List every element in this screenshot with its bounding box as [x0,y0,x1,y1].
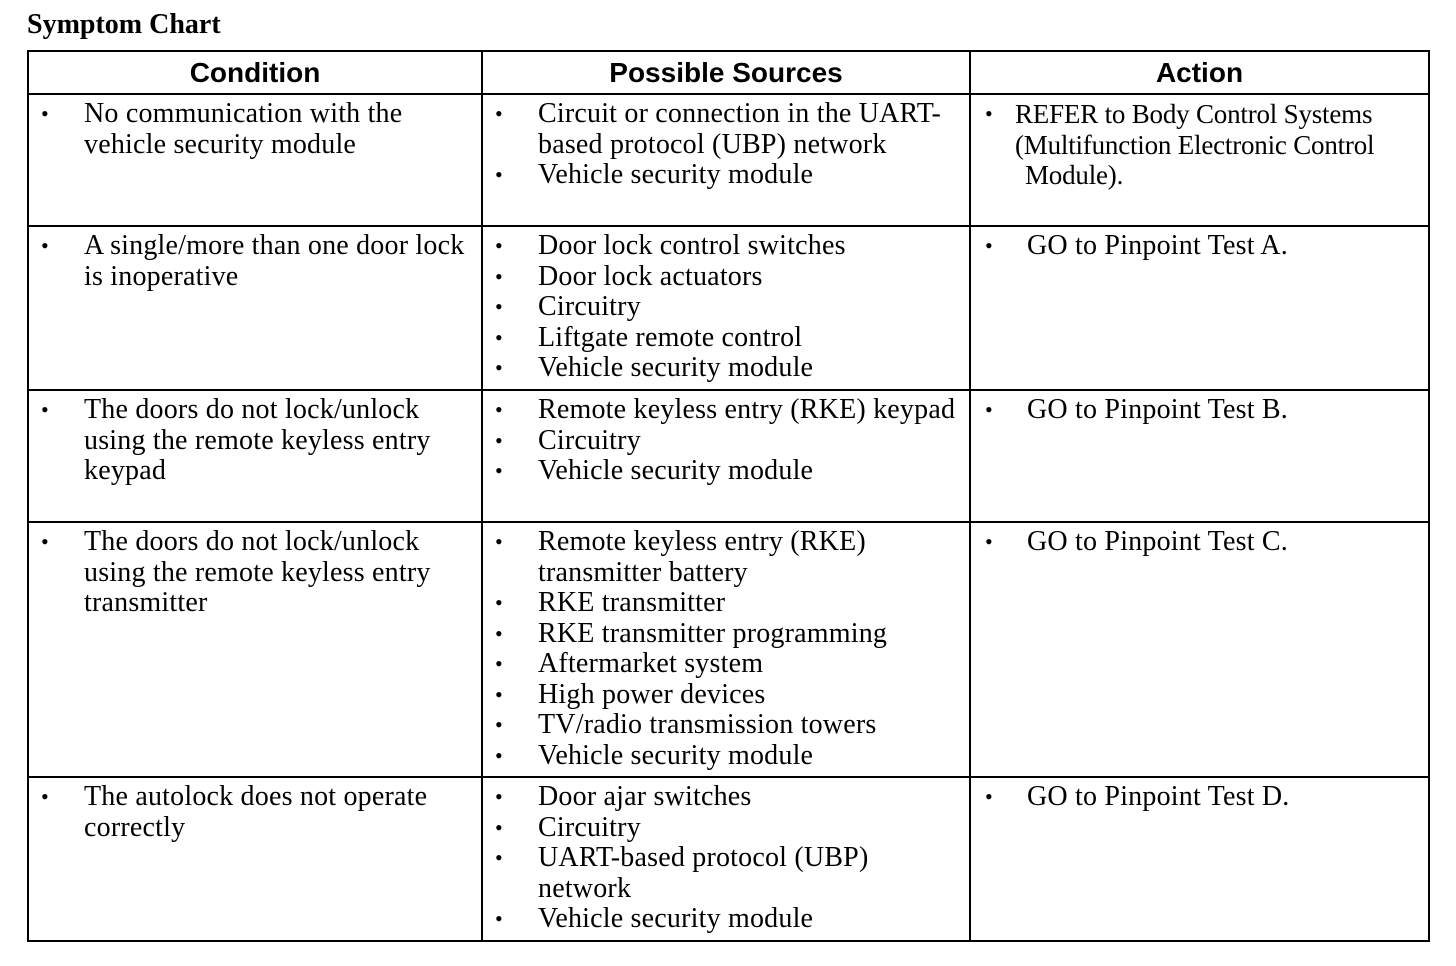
condition-text: The autolock does not operate correctly [84,781,428,843]
source-text: Vehicle security module [538,903,814,934]
source-text: Aftermarket system [538,648,764,679]
list-item [971,395,1422,426]
condition-text: The doors do not lock/unlock using the remote keyless entry keypad [84,394,431,486]
list-item [483,813,963,844]
table-row [28,522,1429,777]
list-item [29,782,475,843]
table-header-row [28,51,1429,94]
bullet-icon: • [985,529,993,554]
list-item [483,262,963,293]
source-text: Liftgate remote control [538,321,803,353]
source-text: Vehicle security module [538,159,814,190]
list-item [29,527,475,619]
sources-cell [482,522,970,777]
header-action: Action [970,51,1429,94]
condition-cell [28,226,482,390]
bullet-icon: • [41,397,49,422]
action-text: GO to Pinpoint Test A. [1027,230,1288,261]
bullet-icon: • [495,458,503,483]
list-item [483,395,963,426]
source-text: Circuitry [538,811,641,843]
bullet-icon: • [495,294,503,319]
action-cell [970,390,1429,522]
bullet-icon: • [495,397,503,422]
bullet-icon: • [495,590,503,615]
condition-cell [28,522,482,777]
list-item [483,160,963,191]
bullet-icon: • [495,906,503,931]
table-row [28,777,1429,941]
list-item [483,741,963,772]
bullet-icon: • [495,681,503,707]
bullet-icon: • [41,233,49,258]
list-item [483,782,963,813]
list-item [483,456,963,487]
source-text: Circuitry [538,291,641,322]
bullet-icon: • [495,651,503,676]
bullet-icon: • [41,529,49,554]
source-text: Remote keyless entry (RKE) transmitter battery [538,526,866,588]
bullet-icon: • [495,784,503,809]
header-condition: Condition [28,51,482,94]
source-text: Vehicle security module [538,455,814,486]
source-text: Vehicle security module [538,352,814,383]
list-item [971,527,1422,558]
sources-cell [482,777,970,941]
table-row [28,94,1429,226]
condition-text: No communication with the vehicle security module [84,98,403,160]
bullet-icon: • [495,845,503,870]
condition-cell [28,390,482,522]
list-item [483,843,963,904]
source-text: Door lock control switches [538,230,846,261]
list-item [483,231,963,262]
header-possible-sources: Possible Sources [482,51,970,94]
list-item [483,99,963,160]
bullet-icon: • [495,355,503,380]
source-text: Remote keyless entry (RKE) keypad [538,394,956,425]
list-item [29,99,475,160]
action-text: GO to Pinpoint Test B. [1027,394,1288,425]
list-item [483,353,963,384]
list-item [483,649,963,680]
source-text: TV/radio transmission towers [538,709,877,740]
source-text: High power devices [538,678,766,710]
bullet-icon: • [495,814,503,840]
source-text: UART-based protocol (UBP) network [538,842,869,904]
action-cell [970,777,1429,941]
bullet-icon: • [495,162,503,187]
source-text: Door ajar switches [538,781,752,812]
bullet-icon: • [495,712,503,737]
table-row [28,226,1429,390]
action-text-line: REFER to Body Control Systems [1015,99,1373,129]
list-item [29,231,475,292]
list-item [483,323,963,354]
action-text: GO to Pinpoint Test D. [1027,781,1290,812]
action-cell [970,522,1429,777]
bullet-icon: • [495,233,503,258]
list-item [483,588,963,619]
list-item [483,710,963,741]
page-title: Symptom Chart [27,9,221,40]
list-item [971,782,1422,813]
source-text: Circuitry [538,424,641,456]
list-item [483,527,963,588]
sources-cell [482,390,970,522]
sources-cell [482,94,970,226]
action-text-line: (Multifunction Electronic Control [1015,129,1375,160]
sources-cell [482,226,970,390]
action-text: GO to Pinpoint Test C. [1027,526,1288,557]
list-item [483,426,963,457]
action-cell [970,94,1429,226]
action-cell [970,226,1429,390]
symptom-table [27,50,1430,942]
source-text: RKE transmitter [538,587,726,618]
source-text: RKE transmitter programming [538,617,888,649]
bullet-icon: • [41,784,49,809]
condition-cell [28,94,482,226]
list-item [483,904,963,935]
table-row [28,390,1429,522]
list-item [483,619,963,650]
bullet-icon: • [41,101,49,126]
bullet-icon: • [495,427,503,453]
bullet-icon: • [495,101,503,126]
bullet-icon: • [495,620,503,646]
bullet-icon: • [495,324,503,350]
bullet-icon: • [495,263,503,289]
list-item [971,99,1422,191]
bullet-icon: • [985,784,993,809]
list-item [483,680,963,711]
source-text: Circuit or connection in the UART-based protocol (UBP) network [538,98,942,160]
bullet-icon: • [985,233,993,258]
condition-cell [28,777,482,941]
condition-text: A single/more than one door lock is inoperative [84,230,465,292]
list-item [29,395,475,487]
bullet-icon: • [495,742,503,768]
source-text: Door lock actuators [538,260,763,292]
list-item [971,231,1422,262]
bullet-icon: • [985,397,993,422]
source-text: Vehicle security module [538,739,814,771]
bullet-icon: • [495,529,503,554]
action-text-line: Module). [1025,160,1124,190]
list-item [483,292,963,323]
bullet-icon: • [985,101,993,126]
condition-text: The doors do not lock/unlock using the remote keyless entry transmitter [84,526,431,618]
